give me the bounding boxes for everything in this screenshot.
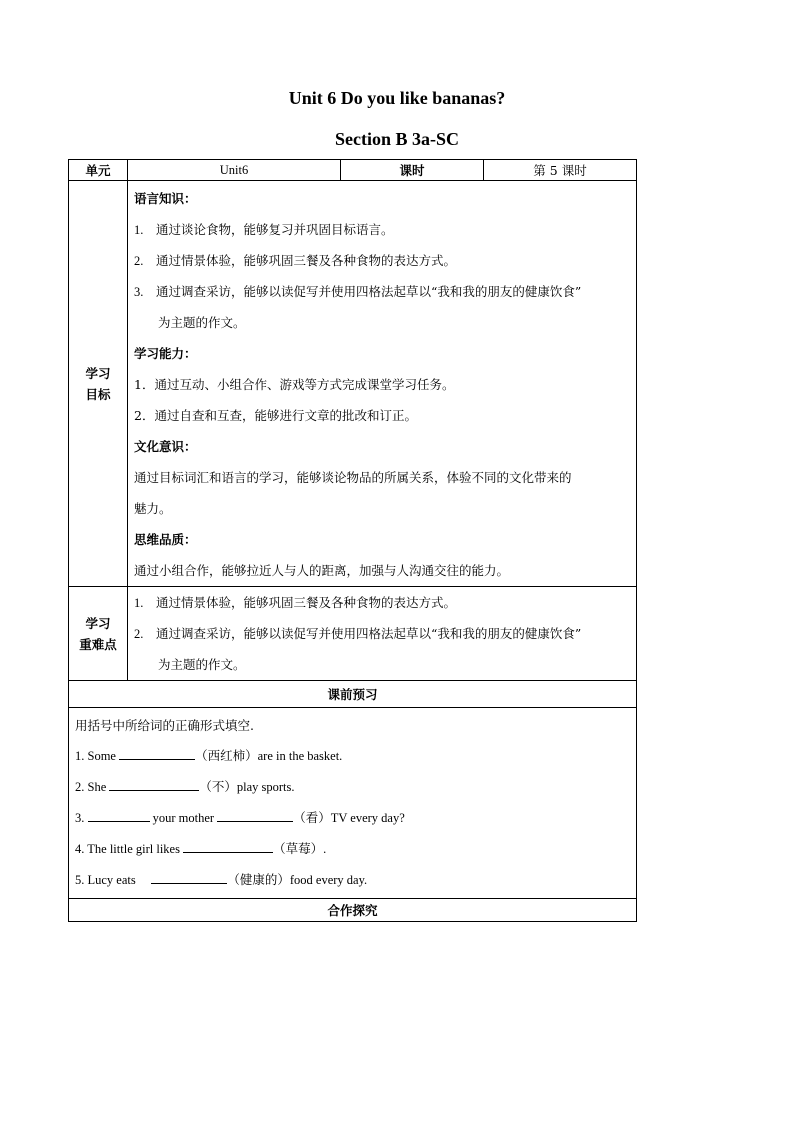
goals-row <box>69 181 637 587</box>
knowledge-item <box>128 214 636 245</box>
unit-value: Unit6 <box>128 160 341 181</box>
preview-content-row <box>69 708 637 899</box>
preview-content <box>69 708 637 899</box>
thinking-text: 通过小组合作，能够拉近人与人的距离，加强与人沟通交往的能力。 <box>134 563 510 578</box>
ability-item: 2．通过自查和互查，能够进行文章的批改和订正。 <box>134 408 417 423</box>
question-text: （西红柿）are in the basket. <box>195 749 343 763</box>
item-number: 2. <box>134 627 144 641</box>
keypoint-item <box>128 587 636 618</box>
exercise-item-2 <box>69 772 636 803</box>
question-text: 5. Lucy eats <box>75 873 152 887</box>
unit-label: 单元 <box>69 160 128 181</box>
item-text: 通过调查采访，能够以读促写并使用四格法起草以“我和我的朋友的健康饮食” <box>156 626 582 641</box>
question-text: （看）TV every day? <box>293 811 405 825</box>
keypoints-label-line2: 重难点 <box>79 636 117 652</box>
answer-blank[interactable] <box>151 869 227 884</box>
keypoints-content <box>128 587 637 681</box>
question-text: 1. Some <box>75 749 120 763</box>
answer-blank[interactable] <box>88 807 150 822</box>
cooperation-heading-row <box>69 899 637 922</box>
keypoints-label-line1: 学习 <box>85 615 111 631</box>
header-row <box>69 160 637 181</box>
ability-heading: 学习能力： <box>134 346 197 361</box>
goals-label-line1: 学习 <box>85 365 111 381</box>
answer-blank[interactable] <box>119 745 195 760</box>
item-number: 3. <box>134 285 144 299</box>
period-label: 课时 <box>341 160 484 181</box>
item-text: 通过调查采访，能够以读促写并使用四格法起草以“我和我的朋友的健康饮食” <box>156 284 582 299</box>
lesson-plan-table <box>68 159 637 922</box>
question-text: （不）play sports. <box>199 780 295 794</box>
item-text: 通过情景体验，能够巩固三餐及各种食物的表达方式。 <box>156 253 457 268</box>
question-text: （草莓）. <box>273 842 327 856</box>
knowledge-item-continuation: 为主题的作文。 <box>158 315 246 330</box>
question-text: your mother <box>149 811 218 825</box>
culture-text-continuation: 魅力。 <box>134 501 172 516</box>
document-title: Unit 6 Do you like bananas? <box>288 88 506 108</box>
question-text: 2. She <box>75 780 110 794</box>
preview-heading: 课前预习 <box>69 681 637 708</box>
question-text: （健康的）food every day. <box>227 873 368 887</box>
answer-blank[interactable] <box>217 807 293 822</box>
goals-label-line2: 目标 <box>85 386 111 402</box>
exercise-item-3 <box>69 803 636 834</box>
item-text: 通过谈论食物，能够复习并巩固目标语言。 <box>156 222 394 237</box>
cooperation-heading: 合作探究 <box>69 899 637 922</box>
goals-content <box>128 181 637 587</box>
knowledge-item <box>128 276 636 307</box>
exercise-item-1 <box>69 741 636 772</box>
keypoint-item-continuation: 为主题的作文。 <box>158 657 246 672</box>
answer-blank[interactable] <box>109 776 199 791</box>
knowledge-heading: 语言知识： <box>134 191 197 206</box>
exercise-item-5 <box>69 865 636 896</box>
culture-text: 通过目标词汇和语言的学习，能够谈论物品的所属关系，体验不同的文化带来的 <box>134 470 572 485</box>
thinking-heading: 思维品质： <box>134 532 197 547</box>
item-number: 1. <box>134 596 144 610</box>
goals-label <box>69 181 128 587</box>
question-text: 4. The little girl likes <box>75 842 184 856</box>
item-number: 2. <box>134 254 144 268</box>
keypoints-row <box>69 587 637 681</box>
question-text: 3. <box>75 811 88 825</box>
answer-blank[interactable] <box>183 838 273 853</box>
section-title: Section B 3a-SC <box>334 129 459 149</box>
item-number: 1. <box>134 223 144 237</box>
exercise-item-4 <box>69 834 636 865</box>
preview-instruction: 用括号中所给词的正确形式填空. <box>75 718 254 733</box>
culture-heading: 文化意识： <box>134 439 197 454</box>
knowledge-item <box>128 245 636 276</box>
keypoints-label <box>69 587 128 681</box>
preview-heading-row <box>69 681 637 708</box>
item-text: 通过情景体验，能够巩固三餐及各种食物的表达方式。 <box>156 595 457 610</box>
ability-item: 1．通过互动、小组合作、游戏等方式完成课堂学习任务。 <box>134 377 455 392</box>
period-value: 第 5 课时 <box>484 160 637 181</box>
keypoint-item <box>128 618 636 649</box>
